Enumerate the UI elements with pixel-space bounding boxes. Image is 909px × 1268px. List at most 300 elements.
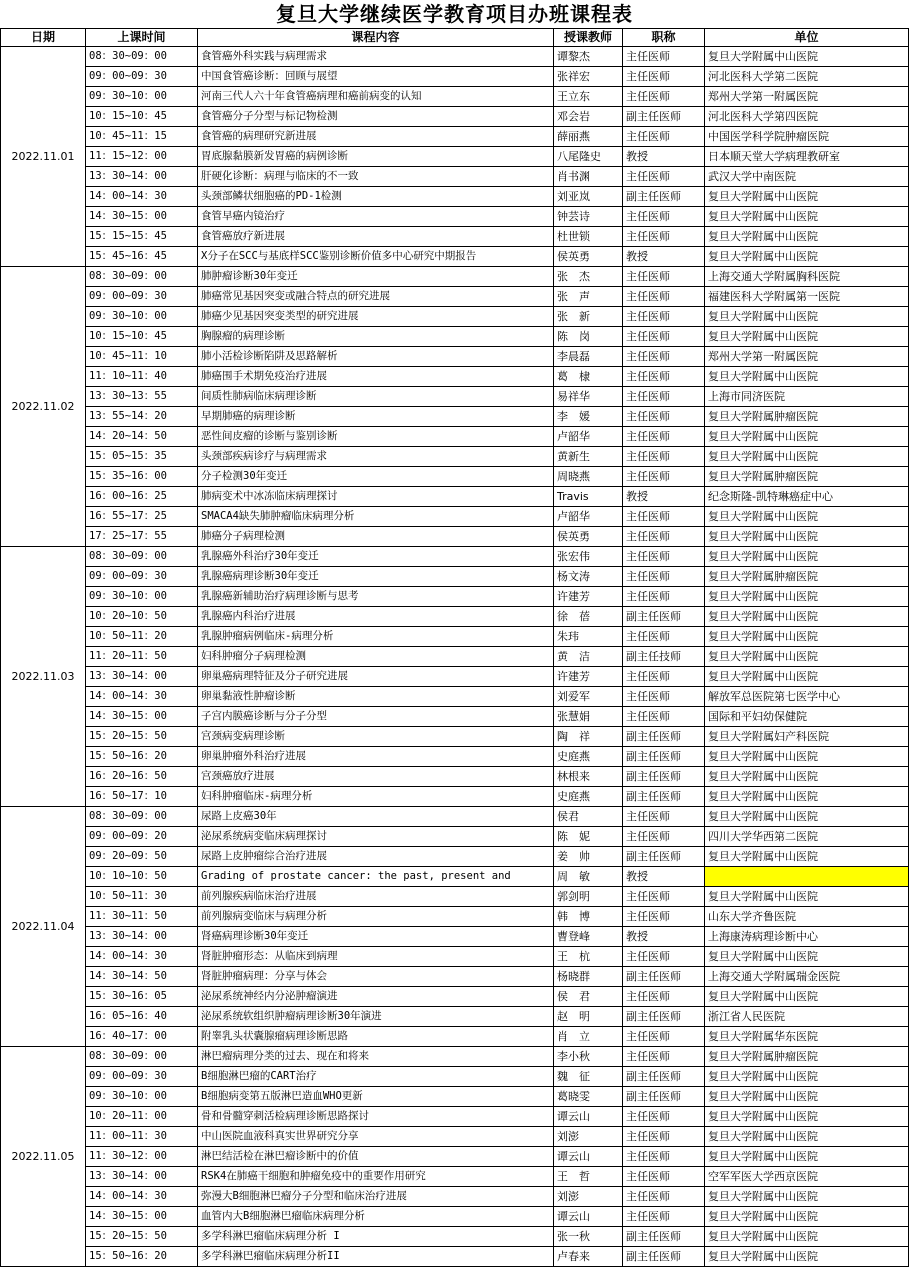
unit-cell: 复旦大学附属中山医院 [705, 507, 909, 527]
table-row [1, 847, 909, 867]
course-cell: 乳腺癌外科治疗30年变迁 [198, 547, 554, 567]
title-cell: 教授 [623, 487, 705, 507]
teacher-cell: 张 新 [554, 307, 623, 327]
course-cell: 食管癌外科实践与病理需求 [198, 47, 554, 67]
title-cell: 主任医师 [623, 1107, 705, 1127]
table-row [1, 627, 909, 647]
table-row [1, 287, 909, 307]
unit-cell: 复旦大学附属中山医院 [705, 527, 909, 547]
table-row [1, 447, 909, 467]
title-cell: 主任医师 [623, 807, 705, 827]
table-row [1, 927, 909, 947]
teacher-cell: 许建芳 [554, 667, 623, 687]
course-cell: Grading of prostate cancer: the past, present and [198, 867, 554, 887]
table-row [1, 67, 909, 87]
teacher-cell: 侯君 [554, 807, 623, 827]
time-cell: 16：20~16：50 [86, 767, 198, 787]
table-row [1, 987, 909, 1007]
time-cell: 14：30~15：00 [86, 707, 198, 727]
course-cell: 早期肺癌的病理诊断 [198, 407, 554, 427]
course-cell: 血管内大B细胞淋巴瘤临床病理分析 [198, 1207, 554, 1227]
teacher-cell: 杜世锁 [554, 227, 623, 247]
unit-cell: 复旦大学附属中山医院 [705, 427, 909, 447]
title-cell: 主任医师 [623, 1047, 705, 1067]
title-cell: 主任医师 [623, 547, 705, 567]
time-cell: 10：15~10：45 [86, 327, 198, 347]
title-cell: 副主任医师 [623, 787, 705, 807]
time-cell: 13：30~13：55 [86, 387, 198, 407]
header-time: 上课时间 [86, 29, 198, 47]
title-cell: 教授 [623, 927, 705, 947]
unit-cell: 解放军总医院第七医学中心 [705, 687, 909, 707]
time-cell: 16：00~16：25 [86, 487, 198, 507]
course-cell: 肺肿瘤诊断30年变迁 [198, 267, 554, 287]
title-cell: 副主任医师 [623, 767, 705, 787]
teacher-cell: 刘爱军 [554, 687, 623, 707]
unit-cell: 复旦大学附属中山医院 [705, 1247, 909, 1267]
header-title: 职称 [623, 29, 705, 47]
unit-cell: 中国医学科学院肿瘤医院 [705, 127, 909, 147]
teacher-cell: 谭云山 [554, 1207, 623, 1227]
table-row [1, 427, 909, 447]
time-cell: 09：30~10：00 [86, 587, 198, 607]
title-cell: 主任医师 [623, 227, 705, 247]
teacher-cell: 李 媛 [554, 407, 623, 427]
unit-cell: 复旦大学附属中山医院 [705, 47, 909, 67]
time-cell: 10：45~11：10 [86, 347, 198, 367]
title-cell: 主任医师 [623, 507, 705, 527]
course-cell: 乳腺癌病理诊断30年变迁 [198, 567, 554, 587]
unit-cell: 复旦大学附属中山医院 [705, 1067, 909, 1087]
course-cell: X分子在SCC与基底样SCC鉴别诊断价值多中心研究中期报告 [198, 247, 554, 267]
title-cell: 主任医师 [623, 367, 705, 387]
table-row [1, 887, 909, 907]
course-cell: B细胞病变第五版淋巴造血WHO更新 [198, 1087, 554, 1107]
table-row [1, 1247, 909, 1267]
teacher-cell: 卢春来 [554, 1247, 623, 1267]
unit-cell: 复旦大学附属中山医院 [705, 587, 909, 607]
date-cell: 2022.11.03 [1, 547, 86, 807]
course-cell: 多学科淋巴瘤临床病理分析 I [198, 1227, 554, 1247]
header-row [1, 29, 909, 47]
course-cell: 胃底腺黏膜新发胃癌的病例诊断 [198, 147, 554, 167]
table-row [1, 967, 909, 987]
course-cell: 肺小活检诊断陷阱及思路解析 [198, 347, 554, 367]
table-row [1, 607, 909, 627]
teacher-cell: 史庭燕 [554, 787, 623, 807]
table-row [1, 1167, 909, 1187]
table-row [1, 547, 909, 567]
teacher-cell: 侯英勇 [554, 527, 623, 547]
course-cell: 肾脏肿瘤病理：分享与体会 [198, 967, 554, 987]
table-row [1, 367, 909, 387]
title-cell: 主任医师 [623, 567, 705, 587]
unit-cell: 河北医科大学第四医院 [705, 107, 909, 127]
table-row [1, 1007, 909, 1027]
table-row [1, 647, 909, 667]
teacher-cell: 葛晓雯 [554, 1087, 623, 1107]
unit-cell: 复旦大学附属中山医院 [705, 547, 909, 567]
teacher-cell: 姜 帅 [554, 847, 623, 867]
unit-cell: 复旦大学附属中山医院 [705, 227, 909, 247]
course-cell: 乳腺癌内科治疗进展 [198, 607, 554, 627]
title-cell: 主任医师 [623, 407, 705, 427]
time-cell: 09：00~09：30 [86, 67, 198, 87]
title-cell: 主任医师 [623, 587, 705, 607]
course-cell: 淋巴瘤病理分类的过去、现在和将来 [198, 1047, 554, 1067]
teacher-cell: 邓会岩 [554, 107, 623, 127]
title-cell: 副主任医师 [623, 187, 705, 207]
time-cell: 13：55~14：20 [86, 407, 198, 427]
teacher-cell: 易祥华 [554, 387, 623, 407]
teacher-cell: 刘亚岚 [554, 187, 623, 207]
course-cell: 泌尿系统病变临床病理探讨 [198, 827, 554, 847]
course-cell: 肺癌常见基因突变或融合特点的研究进展 [198, 287, 554, 307]
unit-cell: 纪念斯隆-凯特琳癌症中心 [705, 487, 909, 507]
unit-cell: 复旦大学附属中山医院 [705, 1087, 909, 1107]
unit-cell: 复旦大学附属中山医院 [705, 1187, 909, 1207]
time-cell: 15：20~15：50 [86, 1227, 198, 1247]
title-cell: 主任医师 [623, 687, 705, 707]
unit-cell: 上海康涛病理诊断中心 [705, 927, 909, 947]
teacher-cell: 刘澎 [554, 1127, 623, 1147]
page-title: 复旦大学继续医学教育项目办班课程表 [276, 2, 633, 26]
title-cell: 教授 [623, 147, 705, 167]
table-row [1, 487, 909, 507]
title-cell: 主任医师 [623, 327, 705, 347]
title-cell: 主任医师 [623, 267, 705, 287]
unit-cell: 复旦大学附属中山医院 [705, 367, 909, 387]
course-cell: 子宫内膜癌诊断与分子分型 [198, 707, 554, 727]
unit-cell: 复旦大学附属华东医院 [705, 1027, 909, 1047]
teacher-cell: 许建芳 [554, 587, 623, 607]
course-cell: B细胞淋巴瘤的CART治疗 [198, 1067, 554, 1087]
time-cell: 10：15~10：45 [86, 107, 198, 127]
title-cell: 副主任医师 [623, 1067, 705, 1087]
table-row [1, 1027, 909, 1047]
table-row [1, 907, 909, 927]
table-row [1, 87, 909, 107]
teacher-cell: 钟芸诗 [554, 207, 623, 227]
course-cell: 头颈部鳞状细胞癌的PD-1检测 [198, 187, 554, 207]
time-cell: 09：30~10：00 [86, 87, 198, 107]
title-cell: 副主任医师 [623, 1227, 705, 1247]
unit-cell: 复旦大学附属中山医院 [705, 187, 909, 207]
time-cell: 14：00~14：30 [86, 187, 198, 207]
unit-cell: 复旦大学附属中山医院 [705, 807, 909, 827]
teacher-cell: 侯 君 [554, 987, 623, 1007]
table-row [1, 767, 909, 787]
course-cell: 泌尿系统神经内分泌肿瘤演进 [198, 987, 554, 1007]
teacher-cell: 侯英勇 [554, 247, 623, 267]
unit-cell: 复旦大学附属中山医院 [705, 307, 909, 327]
table-row [1, 867, 909, 887]
table-row [1, 147, 909, 167]
teacher-cell: 周 敏 [554, 867, 623, 887]
title-cell: 主任医师 [623, 347, 705, 367]
date-cell: 2022.11.01 [1, 47, 86, 267]
course-cell: 乳腺癌新辅助治疗病理诊断与思考 [198, 587, 554, 607]
title-cell: 主任医师 [623, 467, 705, 487]
title-cell: 副主任医师 [623, 1087, 705, 1107]
teacher-cell: 杨文涛 [554, 567, 623, 587]
teacher-cell: 陶 祥 [554, 727, 623, 747]
course-cell: 头颈部疾病诊疗与病理需求 [198, 447, 554, 467]
unit-cell: 复旦大学附属中山医院 [705, 607, 909, 627]
time-cell: 15：20~15：50 [86, 727, 198, 747]
teacher-cell: 卢韶华 [554, 427, 623, 447]
course-cell: 分子检测30年变迁 [198, 467, 554, 487]
teacher-cell: 张慧娟 [554, 707, 623, 727]
course-cell: 附睾乳头状囊腺瘤病理诊断思路 [198, 1027, 554, 1047]
course-cell: 妇科肿瘤临床-病理分析 [198, 787, 554, 807]
time-cell: 08：30~09：00 [86, 1047, 198, 1067]
time-cell: 11：30~12：00 [86, 1147, 198, 1167]
table-row [1, 807, 909, 827]
unit-cell: 复旦大学附属肿瘤医院 [705, 567, 909, 587]
unit-cell: 复旦大学附属中山医院 [705, 987, 909, 1007]
table-row [1, 947, 909, 967]
teacher-cell: 肖书渊 [554, 167, 623, 187]
unit-cell: 复旦大学附属中山医院 [705, 787, 909, 807]
title-cell: 主任医师 [623, 887, 705, 907]
unit-cell: 福建医科大学附属第一医院 [705, 287, 909, 307]
teacher-cell: 张宏伟 [554, 547, 623, 567]
course-cell: 骨和骨髓穿刺活检病理诊断思路探讨 [198, 1107, 554, 1127]
time-cell: 15：35~16：00 [86, 467, 198, 487]
course-cell: 弥漫大B细胞淋巴瘤分子分型和临床治疗进展 [198, 1187, 554, 1207]
time-cell: 15：45~16：45 [86, 247, 198, 267]
table-row [1, 707, 909, 727]
teacher-cell: 卢韶华 [554, 507, 623, 527]
title-cell: 主任医师 [623, 1187, 705, 1207]
time-cell: 14：30~14：50 [86, 967, 198, 987]
time-cell: 10：20~10：50 [86, 607, 198, 627]
header-unit: 单位 [705, 29, 909, 47]
teacher-cell: 朱玮 [554, 627, 623, 647]
title-cell: 主任医师 [623, 287, 705, 307]
time-cell: 14：00~14：30 [86, 687, 198, 707]
course-cell: 卵巢癌病理特征及分子研究进展 [198, 667, 554, 687]
time-cell: 14：00~14：30 [86, 1187, 198, 1207]
unit-cell: 国际和平妇幼保健院 [705, 707, 909, 727]
table-row [1, 507, 909, 527]
time-cell: 17：25~17：55 [86, 527, 198, 547]
teacher-cell: 肖 立 [554, 1027, 623, 1047]
teacher-cell: 黄新生 [554, 447, 623, 467]
title-cell: 主任医师 [623, 947, 705, 967]
unit-cell: 日本顺天堂大学病理教研室 [705, 147, 909, 167]
table-row [1, 1127, 909, 1147]
time-cell: 09：00~09：30 [86, 567, 198, 587]
time-cell: 13：30~14：00 [86, 667, 198, 687]
table-row [1, 567, 909, 587]
table-row [1, 1147, 909, 1167]
teacher-cell: 徐 蓓 [554, 607, 623, 627]
course-cell: 妇科肿瘤分子病理检测 [198, 647, 554, 667]
date-cell: 2022.11.02 [1, 267, 86, 547]
table-row [1, 207, 909, 227]
table-row [1, 587, 909, 607]
teacher-cell: 八尾隆史 [554, 147, 623, 167]
course-cell: 肺癌少见基因突变类型的研究进展 [198, 307, 554, 327]
table-row [1, 47, 909, 67]
teacher-cell: 王 杭 [554, 947, 623, 967]
title-cell: 主任医师 [623, 1127, 705, 1147]
title-cell: 副主任医师 [623, 1247, 705, 1267]
course-cell: 肾脏肿瘤形态：从临床到病理 [198, 947, 554, 967]
time-cell: 09：30~10：00 [86, 307, 198, 327]
course-cell: 尿路上皮肿瘤综合治疗进展 [198, 847, 554, 867]
unit-cell: 复旦大学附属中山医院 [705, 1127, 909, 1147]
title-cell: 副主任医师 [623, 107, 705, 127]
title-cell: 主任医师 [623, 67, 705, 87]
unit-cell: 郑州大学第一附属医院 [705, 347, 909, 367]
title-cell: 副主任医师 [623, 847, 705, 867]
table-row [1, 167, 909, 187]
title-cell: 副主任医师 [623, 967, 705, 987]
course-cell: 肾癌病理诊断30年变迁 [198, 927, 554, 947]
course-cell: 河南三代人六十年食管癌病理和癌前病变的认知 [198, 87, 554, 107]
table-row [1, 387, 909, 407]
unit-cell: 复旦大学附属中山医院 [705, 667, 909, 687]
time-cell: 10：10~10：50 [86, 867, 198, 887]
course-cell: 肺癌围手术期免疫治疗进展 [198, 367, 554, 387]
time-cell: 16：05~16：40 [86, 1007, 198, 1027]
time-cell: 09：00~09：30 [86, 1067, 198, 1087]
course-cell: 食管早癌内镜治疗 [198, 207, 554, 227]
title-cell: 主任医师 [623, 1207, 705, 1227]
header-course: 课程内容 [198, 29, 554, 47]
table-row [1, 747, 909, 767]
time-cell: 10：50~11：20 [86, 627, 198, 647]
unit-cell: 复旦大学附属中山医院 [705, 247, 909, 267]
course-cell: 泌尿系统软组织肿瘤病理诊断30年演进 [198, 1007, 554, 1027]
title-cell: 主任医师 [623, 87, 705, 107]
teacher-cell: 韩 博 [554, 907, 623, 927]
date-cell: 2022.11.04 [1, 807, 86, 1047]
time-cell: 14：30~15：00 [86, 207, 198, 227]
unit-cell: 河北医科大学第二医院 [705, 67, 909, 87]
unit-cell: 上海交通大学附属瑞金医院 [705, 967, 909, 987]
teacher-cell: 薛丽燕 [554, 127, 623, 147]
unit-cell: 复旦大学附属中山医院 [705, 447, 909, 467]
time-cell: 08：30~09：00 [86, 47, 198, 67]
title-cell: 教授 [623, 247, 705, 267]
teacher-cell: Travis [554, 487, 623, 507]
title-cell: 主任医师 [623, 207, 705, 227]
unit-cell: 上海交通大学附属胸科医院 [705, 267, 909, 287]
unit-cell: 复旦大学附属肿瘤医院 [705, 467, 909, 487]
table-row [1, 127, 909, 147]
time-cell: 16：40~17：00 [86, 1027, 198, 1047]
title-cell: 副主任医师 [623, 607, 705, 627]
title-cell: 主任医师 [623, 527, 705, 547]
title-cell: 主任医师 [623, 827, 705, 847]
time-cell: 15：50~16：20 [86, 1247, 198, 1267]
teacher-cell: 张 声 [554, 287, 623, 307]
time-cell: 10：50~11：30 [86, 887, 198, 907]
unit-cell: 复旦大学附属中山医院 [705, 887, 909, 907]
time-cell: 14：00~14：30 [86, 947, 198, 967]
title-cell: 主任医师 [623, 667, 705, 687]
course-cell: 肝硬化诊断：病理与临床的不一致 [198, 167, 554, 187]
header-date: 日期 [1, 29, 86, 47]
table-row [1, 827, 909, 847]
time-cell: 11：10~11：40 [86, 367, 198, 387]
course-cell: 前列腺疾病临床治疗进展 [198, 887, 554, 907]
unit-cell: 浙江省人民医院 [705, 1007, 909, 1027]
table-row [1, 247, 909, 267]
unit-cell: 武汉大学中南医院 [705, 167, 909, 187]
time-cell: 11：30~11：50 [86, 907, 198, 927]
teacher-cell: 陈 妮 [554, 827, 623, 847]
table-row [1, 327, 909, 347]
time-cell: 15：30~16：05 [86, 987, 198, 1007]
unit-cell: 四川大学华西第二医院 [705, 827, 909, 847]
unit-cell: 复旦大学附属妇产科医院 [705, 727, 909, 747]
title-cell: 主任医师 [623, 1027, 705, 1047]
time-cell: 15：15~15：45 [86, 227, 198, 247]
title-cell: 主任医师 [623, 1147, 705, 1167]
teacher-cell: 张祥宏 [554, 67, 623, 87]
unit-cell [705, 867, 909, 887]
unit-cell: 山东大学齐鲁医院 [705, 907, 909, 927]
time-cell: 16：55~17：25 [86, 507, 198, 527]
unit-cell: 复旦大学附属肿瘤医院 [705, 1047, 909, 1067]
unit-cell: 复旦大学附属中山医院 [705, 1207, 909, 1227]
teacher-cell: 杨晓群 [554, 967, 623, 987]
title-cell: 主任医师 [623, 427, 705, 447]
title-cell: 主任医师 [623, 707, 705, 727]
time-cell: 11：00~11：30 [86, 1127, 198, 1147]
course-cell: 尿路上皮癌30年 [198, 807, 554, 827]
table-row [1, 1107, 909, 1127]
time-cell: 16：50~17：10 [86, 787, 198, 807]
teacher-cell: 林根来 [554, 767, 623, 787]
table-row [1, 527, 909, 547]
title-cell: 副主任医师 [623, 1007, 705, 1027]
teacher-cell: 王 哲 [554, 1167, 623, 1187]
time-cell: 13：30~14：00 [86, 927, 198, 947]
course-cell: 卵巢黏液性肿瘤诊断 [198, 687, 554, 707]
title-cell: 主任医师 [623, 127, 705, 147]
table-row [1, 347, 909, 367]
unit-cell: 复旦大学附属中山医院 [705, 207, 909, 227]
time-cell: 13：30~14：00 [86, 1167, 198, 1187]
unit-cell: 复旦大学附属中山医院 [705, 647, 909, 667]
table-row [1, 727, 909, 747]
time-cell: 11：15~12：00 [86, 147, 198, 167]
unit-cell: 复旦大学附属中山医院 [705, 747, 909, 767]
teacher-cell: 陈 岗 [554, 327, 623, 347]
course-cell: 间质性肺病临床病理诊断 [198, 387, 554, 407]
teacher-cell: 史庭燕 [554, 747, 623, 767]
table-row [1, 1187, 909, 1207]
course-cell: 中山医院血液科真实世界研究分享 [198, 1127, 554, 1147]
title-cell: 主任医师 [623, 1167, 705, 1187]
date-cell: 2022.11.05 [1, 1047, 86, 1267]
title-cell: 主任医师 [623, 387, 705, 407]
table-row [1, 667, 909, 687]
teacher-cell: 魏 征 [554, 1067, 623, 1087]
course-cell: 食管癌分子分型与标记物检测 [198, 107, 554, 127]
time-cell: 08：30~09：00 [86, 267, 198, 287]
table-row [1, 1067, 909, 1087]
teacher-cell: 曹登峰 [554, 927, 623, 947]
title-cell: 主任医师 [623, 987, 705, 1007]
course-cell: RSK4在肺癌干细胞和肿瘤免疫中的重要作用研究 [198, 1167, 554, 1187]
